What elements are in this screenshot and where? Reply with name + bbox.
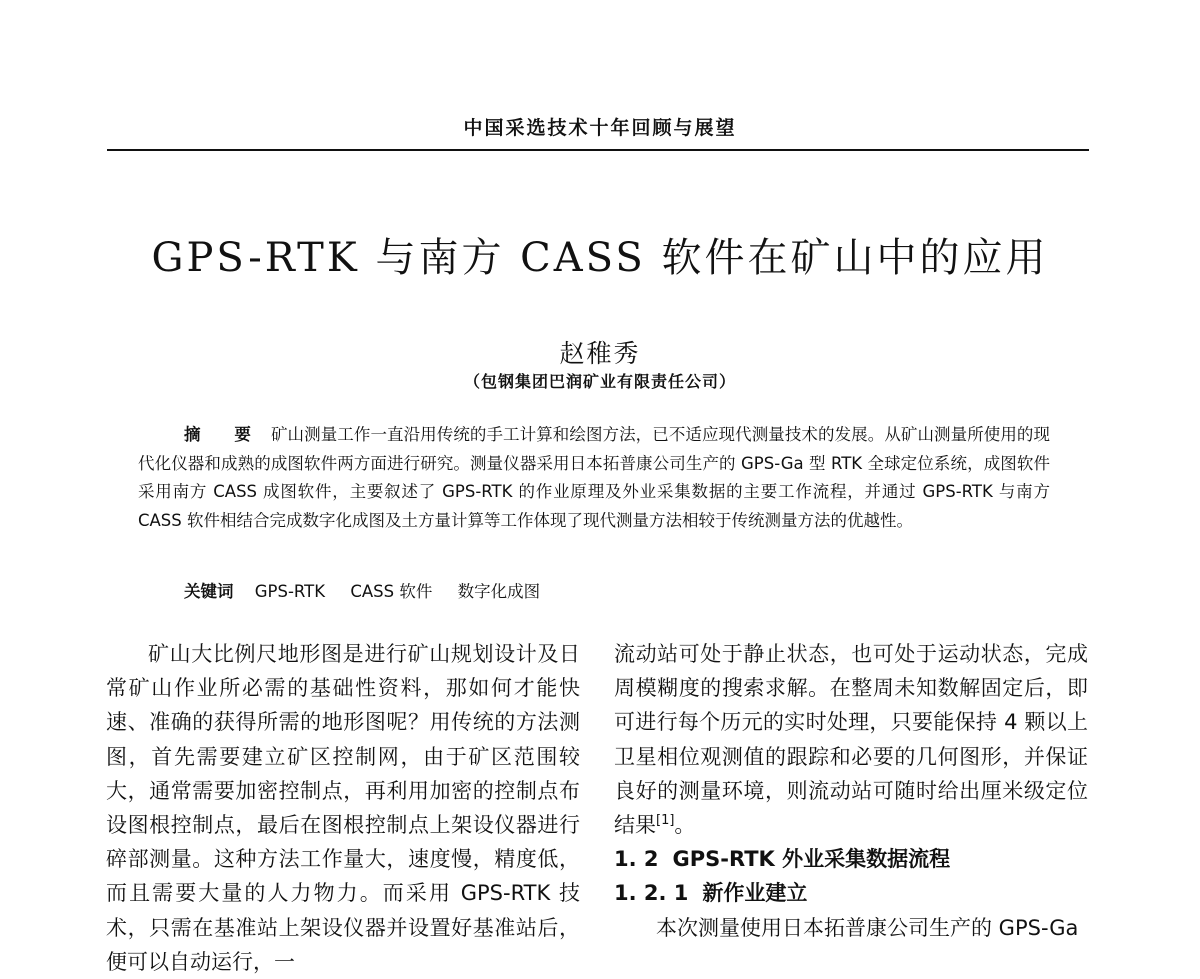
- section-number: 1. 2. 1: [614, 881, 689, 906]
- keywords: [184, 578, 560, 602]
- author-affiliation: （包钢集团巴润矿业有限责任公司）: [463, 372, 736, 391]
- header-rule: [107, 149, 1089, 151]
- section-title: GPS-RTK 外业采集数据流程: [672, 847, 951, 872]
- article-title: GPS-RTK 与南方 CASS 软件在矿山中的应用: [151, 235, 1049, 281]
- section-heading-1-2: [614, 842, 1088, 876]
- intro-paragraph: 矿山大比例尺地形图是进行矿山规划设计及日常矿山作业所必需的基础性资料，那如何才能快速、准确的获得所需的地形图呢？用传统的方法测图，首先需要建立矿区控制网，由于矿区范围较大，通常需要加密控制点，再利用加密的控制点布设图根控制点，最后在图根控制点上架设仪器进行碎部测量。这种方法工作量大，速度慢，精度低，而且需要大量的人力物力。而采用 GPS-RTK 技术，只需在基准站上架设仪器并设置好基准站后，便可以自动运行，一: [106, 642, 580, 974]
- keyword-item: GPS-RTK: [254, 582, 326, 601]
- rtk-paragraph: [614, 637, 1088, 842]
- section-heading-1-2-1: [614, 876, 1088, 910]
- abstract: [138, 421, 1050, 535]
- abstract-label: 摘 要: [184, 425, 265, 444]
- body-right-column: [614, 637, 1088, 945]
- citation-ref: [1]: [656, 813, 675, 829]
- rtk-paragraph-end: 。: [674, 813, 696, 838]
- keywords-label: 关键词: [184, 582, 234, 601]
- keyword-item: CASS 软件: [350, 582, 433, 601]
- keyword-item: 数字化成图: [457, 582, 541, 601]
- running-header: 中国采选技术十年回顾与展望: [463, 117, 737, 139]
- abstract-text: 矿山测量工作一直沿用传统的手工计算和绘图方法，已不适应现代测量技术的发展。从矿山测量所使用的现代化仪器和成熟的成图软件两方面进行研究。测量仪器采用日本拓普康公司生产的 GPS-Ga 型 RTK 全球定位系统，成图软件采用南方 CASS 成图软件，主要叙述了 GPS-RTK 的作业原理及外业采集数据的主要工作流程，并通过 GPS-RTK 与南方 CASS 软件相结合完成数字化成图及土方量计算等工作体现了现代测量方法相较于传统测量方法的优越性。: [138, 425, 1051, 530]
- section-paragraph: 本次测量使用日本拓普康公司生产的 GPS-Ga: [656, 915, 1079, 940]
- body-left-column: [106, 637, 580, 979]
- section-title: 新作业建立: [702, 881, 808, 906]
- rtk-paragraph-text: 流动站可处于静止状态，也可处于运动状态，完成周模糊度的搜索求解。在整周未知数解固定后，即可进行每个历元的实时处理，只要能保持 4 颗以上卫星相位观测值的跟踪和必要的几何图形，并保证良好的测量环境，则流动站可随时给出厘米级定位结果: [614, 642, 1088, 838]
- section-number: 1. 2: [614, 847, 659, 872]
- author-name: 赵稚秀: [559, 339, 641, 368]
